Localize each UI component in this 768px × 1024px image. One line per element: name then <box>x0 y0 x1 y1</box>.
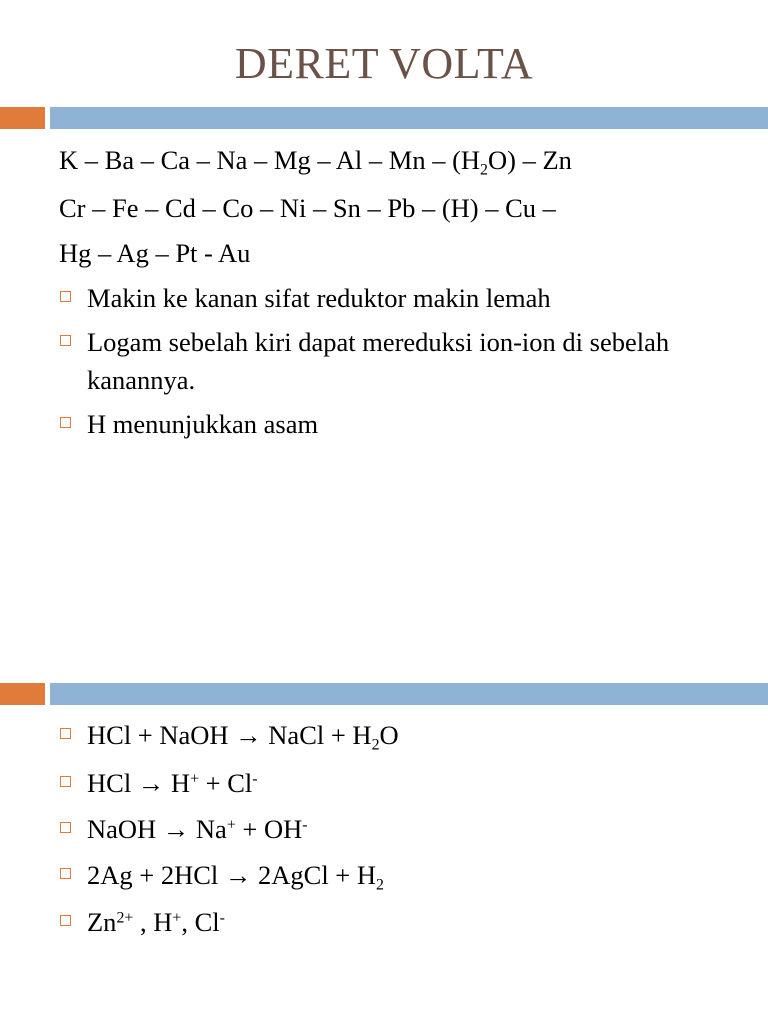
series-line-1: K – Ba – Ca – Na – Mg – Al – Mn – $(H_2O)$ – Zn <box>59 145 572 179</box>
slide-2 <box>0 660 768 1024</box>
list-item: H menunjukkan asam <box>60 405 740 443</box>
accent-bar-blue <box>50 107 768 129</box>
accent-bar <box>0 683 768 705</box>
equation-item: 2Ag + 2HCl → 2AgCl + $H_2$ <box>60 856 740 894</box>
series-line-3: Hg – Ag – Pt - Au <box>59 238 251 268</box>
accent-bar-blue <box>50 683 768 705</box>
series-line-2: Cr – Fe – Cd – Co – Ni – Sn – Pb – (H) – Cu – <box>59 193 556 223</box>
equation-item: HCl → H+ + Cl- <box>60 764 740 802</box>
square-bullet-icon <box>60 335 71 346</box>
list-item: Logam sebelah kiri dapat mereduksi ion-ion di sebelah kanannya. <box>60 323 740 399</box>
equation-item: $Zn^{2+}$ , H+, Cl- <box>60 903 740 941</box>
square-bullet-icon <box>60 822 71 833</box>
slide-title: DERET VOLTA <box>234 39 534 88</box>
square-bullet-icon <box>60 776 71 787</box>
equation-item: HCl + NaOH → NaCl + $H_2O$ <box>60 716 740 754</box>
accent-bar-orange <box>0 107 45 129</box>
accent-bar <box>0 107 768 129</box>
square-bullet-icon <box>60 868 71 879</box>
square-bullet-icon <box>60 291 71 302</box>
equation-item: NaOH → Na+ + OH- <box>60 810 740 848</box>
list-item: Makin ke kanan sifat reduktor makin lemah <box>60 279 740 317</box>
square-bullet-icon <box>60 728 71 739</box>
accent-bar-orange <box>0 683 45 705</box>
square-bullet-icon <box>60 915 71 926</box>
square-bullet-icon <box>60 417 71 428</box>
